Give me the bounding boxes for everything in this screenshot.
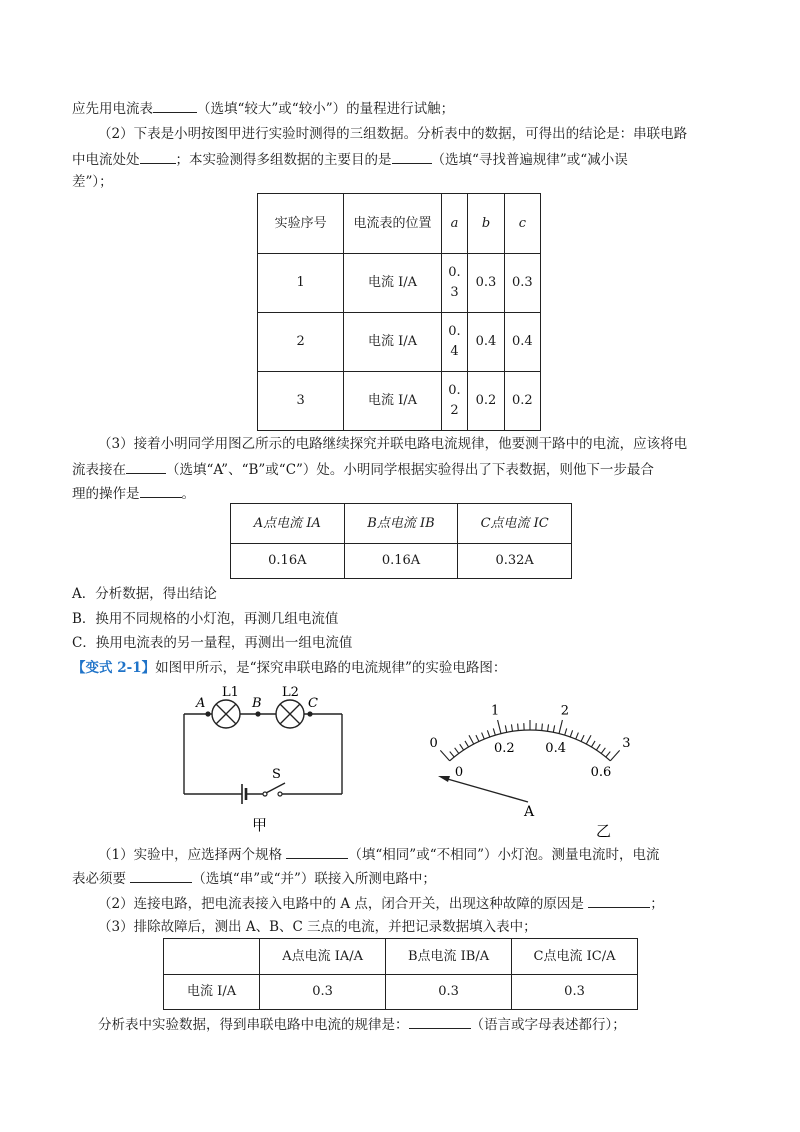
table-cell: 电流 I/A	[344, 372, 441, 431]
dial-tick	[553, 725, 554, 732]
dial-tick	[476, 735, 479, 741]
variant-text: 如图甲所示，是“探究串联电路的电流规律”的实验电路图：	[155, 660, 507, 676]
dial-outer-label: 2	[560, 703, 569, 719]
dial-tick	[482, 733, 485, 739]
blank-rule[interactable]	[409, 1014, 471, 1029]
table-cell: 0.3	[504, 254, 540, 313]
label-b: B	[252, 696, 262, 711]
table3-header-a: A点电流 IA/A	[260, 939, 386, 975]
table-series-data	[257, 193, 541, 431]
table-row	[231, 544, 572, 579]
text-q4b: （语言或字母表述都行）；	[470, 1017, 626, 1033]
blank-position[interactable]	[126, 459, 166, 474]
dial-needle	[444, 778, 528, 802]
dial-tick	[518, 724, 519, 731]
table-cell: 2	[258, 313, 344, 372]
text-q1c1: 表必须要	[72, 871, 126, 887]
table2-header-a: A点电流 IA	[231, 504, 345, 544]
table-cell: 0.32A	[458, 544, 572, 579]
text-p3b2: （选填“A”、“B”或“C”）处。小明同学根据实验得出了下表数据，则他下一步最合	[166, 462, 654, 478]
line-p3a	[98, 434, 687, 454]
dial-tick	[581, 735, 584, 741]
figure-circuit-jia	[172, 680, 358, 840]
dial-arc	[450, 730, 611, 761]
text-p2b1: 中电流处处	[72, 152, 140, 168]
line-variant	[72, 658, 506, 678]
dial-tick	[450, 752, 454, 757]
table-cell: 0.4	[504, 313, 540, 372]
point-a-dot	[205, 711, 210, 716]
option-b[interactable]	[72, 609, 338, 629]
table-cell: 3	[258, 372, 344, 431]
line-p2c	[72, 172, 113, 192]
table-cell: 电流 I/A	[344, 254, 441, 313]
text-p1a: 应先用电流表	[72, 101, 153, 117]
label-c: C	[308, 696, 318, 711]
line-q3	[98, 917, 537, 937]
line-p1	[72, 98, 454, 119]
dial-tick	[511, 724, 512, 731]
dial-tick	[559, 720, 562, 734]
dial-tick	[469, 735, 474, 744]
switch-lever[interactable]	[266, 783, 285, 793]
text-p3c2: 。	[181, 486, 195, 502]
table-cell: 0.3	[441, 254, 468, 313]
point-c-dot	[307, 711, 312, 716]
dial-tick	[487, 730, 489, 737]
option-a-text: A．分析数据，得出结论	[72, 586, 217, 602]
text-q2a: （2）连接电路，把电流表接入电路中的 A 点，闭合开关，出现这种故障的原因是	[98, 896, 584, 912]
table-parallel-data	[230, 503, 572, 579]
text-q2b: ；	[650, 896, 664, 912]
blank-fault[interactable]	[588, 893, 650, 908]
line-q4	[98, 1014, 626, 1035]
dial-tick	[586, 735, 591, 744]
table3-header-c: C点电流 IC/A	[512, 939, 638, 975]
dial-tick	[591, 741, 595, 747]
dial-tick	[570, 730, 572, 737]
table1-header-a: a	[441, 194, 468, 254]
blank-purpose[interactable]	[392, 149, 432, 164]
table-row	[258, 313, 541, 372]
table-cell: 电流 I/A	[344, 313, 441, 372]
text-q3: （3）排除故障后，测出 A、B、C 三点的电流，并把记录数据填入表中；	[98, 919, 537, 935]
table1-header-row	[258, 194, 541, 254]
text-p1b: （选填“较大”或“较小”）的量程进行试触；	[197, 101, 455, 117]
line-q1c	[72, 868, 436, 889]
table1-header-index: 实验序号	[258, 194, 344, 254]
dial-tick	[465, 741, 469, 747]
table-cell: 0.3	[512, 975, 638, 1010]
line-p3c	[72, 483, 195, 504]
option-c[interactable]	[72, 633, 352, 653]
blank-equal[interactable]	[140, 149, 176, 164]
table-cell: 0.4	[468, 313, 504, 372]
table-cell: 0.3	[386, 975, 512, 1010]
option-b-text: B．换用不同规格的小灯泡，再测几组电流值	[72, 611, 339, 627]
table3-header-row	[164, 939, 638, 975]
text-p2b2: ；本实验测得多组数据的主要目的是	[175, 152, 392, 168]
table-cell: 0.16A	[231, 544, 345, 579]
dial-inner-label: 0.4	[545, 741, 566, 757]
point-b-dot	[255, 711, 260, 716]
text-q4a: 分析表中实验数据，得到串联电路中电流的规律是：	[98, 1017, 409, 1033]
dial-inner-label: 0.2	[494, 741, 515, 757]
table3-header-empty	[164, 939, 260, 975]
table-row	[258, 254, 541, 313]
dial-inner-label: 0.6	[590, 765, 612, 781]
table-cell: 0.2	[504, 372, 540, 431]
table-cell: 0.3	[260, 975, 386, 1010]
table3-header-b: B点电流 IB/A	[386, 939, 512, 975]
label-s: S	[272, 767, 281, 782]
caption-yi: 乙	[596, 822, 612, 840]
table-cell: 0.2	[468, 372, 504, 431]
dial-tick	[493, 728, 495, 735]
line-p2a	[98, 124, 687, 144]
table-cell: 0.2	[441, 372, 468, 431]
text-q1c2: （选填“串”或“并”）联接入所测电路中；	[192, 871, 436, 887]
text-q1b: （填“相同”或“不相同”）小灯泡。测量电流时，电流	[348, 847, 660, 863]
line-q1	[98, 844, 660, 865]
text-p2a: （2）下表是小明按图甲进行实验时测得的三组数据。分析表中的数据，可得出的结论是：串联电路	[98, 126, 688, 142]
blank-spec[interactable]	[286, 844, 348, 859]
table1-header-position: 电流表的位置	[344, 194, 441, 254]
line-q2	[98, 893, 664, 914]
table1-header-b: b	[468, 194, 504, 254]
dial-tick	[610, 750, 619, 760]
option-a[interactable]	[72, 584, 217, 604]
dial-ticks	[440, 720, 619, 761]
table-cell: 1	[258, 254, 344, 313]
dial-inner-labels	[455, 741, 611, 780]
table-cell: 0.16A	[344, 544, 458, 579]
dial-tick	[542, 724, 543, 731]
pointer-label-a: A	[524, 804, 535, 820]
option-c-text: C．换用电流表的另一量程，再测出一组电流值	[72, 635, 353, 651]
label-l2: L2	[282, 685, 299, 700]
blank-range[interactable]	[153, 98, 197, 113]
switch-contact	[278, 792, 282, 796]
dial-tick	[596, 744, 600, 750]
line-p3b	[72, 459, 654, 480]
blank-connect[interactable]	[130, 868, 192, 883]
dial-tick	[606, 752, 610, 757]
dial-outer-label: 3	[622, 735, 631, 751]
text-p2b3: （选填“寻找普遍规律”或“减小误	[431, 152, 628, 168]
dial-tick	[565, 728, 567, 735]
dial-tick	[498, 720, 501, 734]
table-cell: 0.4	[441, 313, 468, 372]
blank-next-step[interactable]	[140, 483, 182, 498]
caption-jia: 甲	[252, 816, 268, 834]
dial-tick	[576, 733, 579, 739]
figure-ammeter-yi	[410, 700, 650, 840]
text-p2c: 差”）；	[72, 174, 113, 190]
line-p2b	[72, 149, 628, 170]
dial-tick	[440, 750, 449, 760]
text-p3b1: 流表接在	[72, 462, 126, 478]
label-l1: L1	[222, 685, 239, 700]
dial-inner-label: 0	[454, 765, 464, 781]
table2-header-b: B点电流 IB	[344, 504, 458, 544]
dial-tick	[455, 748, 459, 754]
text-p3a: （3）接着小明同学用图乙所示的电路继续探究并联电路电流规律，他要测干路中的电流，应该将电	[98, 436, 688, 452]
table-row	[258, 372, 541, 431]
table2-header-c: C点电流 IC	[458, 504, 572, 544]
table-row	[164, 975, 638, 1010]
dial-tick	[601, 748, 605, 754]
dial-needle-tip	[438, 776, 450, 782]
table-cell: 0.3	[468, 254, 504, 313]
dial-outer-label: 0	[429, 735, 438, 751]
text-p3c1: 理的操作是	[72, 486, 140, 502]
variant-tag: 【变式 2-1】	[72, 660, 156, 676]
dial-tick	[505, 725, 506, 732]
dial-outer-label: 1	[491, 703, 500, 719]
dial-tick	[548, 724, 549, 731]
table1-header-c: c	[504, 194, 540, 254]
table2-header-row	[231, 504, 572, 544]
table3-row-label: 电流 I/A	[164, 975, 260, 1010]
dial-tick	[460, 744, 464, 750]
text-q1a: （1）实验中，应选择两个规格	[98, 847, 283, 863]
label-a: A	[196, 696, 206, 711]
table-variant-data	[163, 938, 638, 1010]
